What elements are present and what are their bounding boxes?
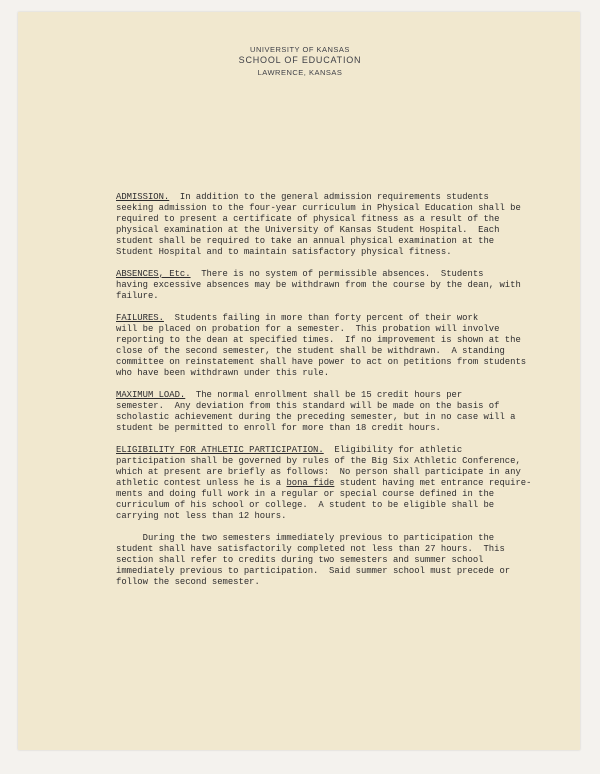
text-line: section shall refer to credits during two semesters and summer school (116, 555, 484, 565)
underlined-term: bona fide (286, 478, 335, 488)
text-line: ments and doing full work in a regular or special course defined in the (116, 489, 495, 499)
text-line: follow the second semester. (116, 577, 260, 587)
text-line: student shall be required to take an annual physical examination at the (116, 236, 495, 246)
paragraph-two-semesters (116, 533, 526, 588)
paragraph-heading: ELIGIBILITY FOR ATHLETIC PARTICIPATION. (116, 445, 324, 455)
text-line: physical examination at the University of Kansas Student Hospital. Each (116, 225, 500, 235)
paragraph-heading: ABSENCES, Etc. (116, 269, 191, 279)
text-line: close of the second semester, the student shall be withdrawn. A standing (116, 346, 505, 356)
paragraph-failures: FAILURES. Students failing in more than forty percent of their work will be placed on probation for a semester. This probation will involve reporting to the dean at specified times. If no improvement is shown at the close of the second semester, the student shall be withdrawn. A standing committee on reinstatement shall have power to act on petitions from students who have been withdrawn under this rule. (116, 313, 527, 378)
text-line: curriculum of his school or college. A student to be eligible shall be (116, 500, 495, 510)
text-line: participation shall be governed by rules of the Big Six Athletic Conference, (116, 456, 521, 466)
paragraph-heading: ADMISSION. (116, 192, 170, 202)
letterhead-school: SCHOOL OF EDUCATION (238, 55, 362, 65)
document-body (116, 192, 532, 599)
text-line: failure. (116, 291, 159, 301)
letterhead-university: UNIVERSITY OF KANSAS (250, 45, 350, 54)
text-line: required to present a certificate of physical fitness as a result of the (116, 214, 500, 224)
paragraph-admission: ADMISSION. In addition to the general admission requirements students seeking admission to the four-year curriculum in Physical Education shall be required to present a certificate of physical fitness as a result of the physical examination at the University of Kansas Student Hospital. Each student shall be required to take an annual physical examination at the Student Hospital and to maintain satisfactory physical fitness. (116, 192, 526, 258)
text-line: student be permitted to enroll for more than 18 credit hours. (116, 423, 441, 433)
text-line: will be placed on probation for a semester. This probation will involve (116, 324, 500, 334)
text-line: immediately previous to participation. Said summer school must precede or (116, 566, 511, 576)
text-line: committee on reinstatement shall have power to act on petitions from students (116, 357, 527, 367)
paragraph-absences: ABSENCES, Etc. There is no system of permissible absences. Students having excessive absences may be withdrawn from the course by the dean, with failure. (116, 269, 526, 302)
text-line: student shall have satisfactorily completed not less than 27 hours. This (116, 544, 505, 554)
paragraph-heading: FAILURES. (116, 313, 164, 323)
letterhead-city: LAWRENCE, KANSAS (257, 68, 343, 77)
text-line: which at present are briefly as follows: No person shall participate in any (116, 467, 521, 477)
text-line: During the two semesters immediately previous to participation the (116, 533, 495, 543)
text-line: scholastic achievement during the preceding semester, but in no case will a (116, 412, 516, 422)
text-line: seeking admission to the four-year curriculum in Physical Education shall be (116, 203, 521, 213)
paragraph-maximum-load: MAXIMUM LOAD. The normal enrollment shall be 15 credit hours per semester. Any deviation from this standard will be made on the basis of scholastic achievement during the preceding semester, but in no case will a student be permitted to enroll for more than 18 credit hours. (116, 390, 526, 434)
text-line: semester. Any deviation from this standard will be made on the basis of (116, 401, 500, 411)
text-line: having excessive absences may be withdrawn from the course by the dean, with (116, 280, 521, 290)
text-line: carrying not less than 12 hours. (116, 511, 287, 521)
paragraph-heading: MAXIMUM LOAD. (116, 390, 186, 400)
paragraph-eligibility: ELIGIBILITY FOR ATHLETIC PARTICIPATION. Eligibility for athletic participation shall be governed by rules of the Big Six Athletic Conference, which at present are briefly as follows: No person shall participate in any athletic contest unless he is a bona fide student having met entrance require- ments and doing full work in a regular or special course defined in the curriculum of his school or college. A student to be eligible shall be carrying not less than 12 hours. (116, 445, 532, 521)
text-line: who have been withdrawn under this rule. (116, 368, 330, 378)
text-line: Student Hospital and to maintain satisfactory physical fitness. (116, 247, 452, 257)
text-line: reporting to the dean at specified times. If no improvement is shown at the (116, 335, 521, 345)
